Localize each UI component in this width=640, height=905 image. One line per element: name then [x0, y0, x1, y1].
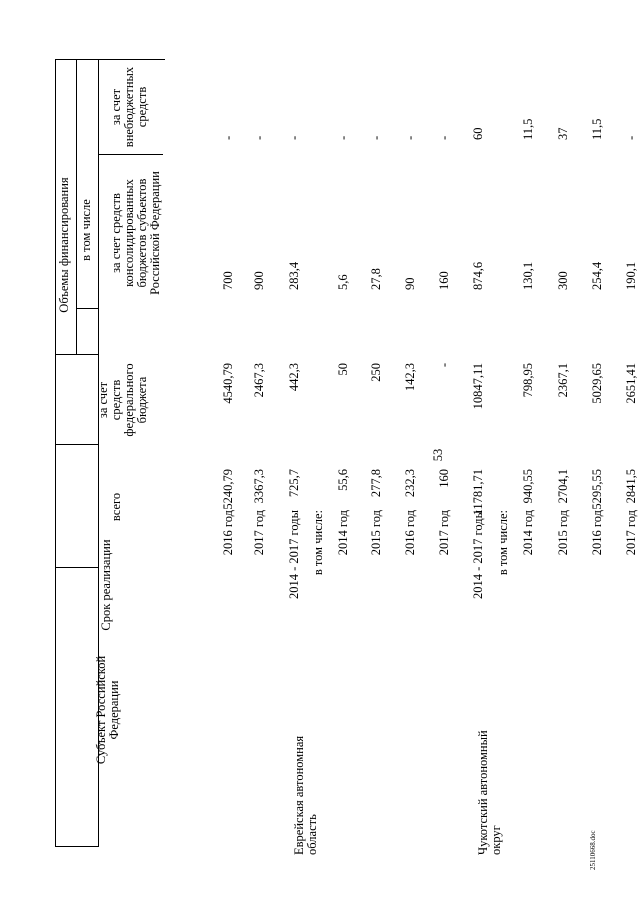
table-col-divider [55, 354, 99, 355]
table-col-divider [55, 444, 99, 445]
cell-period: 2015 год [556, 510, 570, 556]
cell-total: 55,6 [336, 469, 350, 491]
cell-period: в том числе: [311, 510, 325, 576]
cell-period: 2017 год [624, 510, 638, 556]
cell-total: 277,8 [369, 469, 383, 498]
cell-federal: 798,95 [521, 363, 535, 398]
cell-extra: - [624, 135, 638, 140]
table-col-divider [55, 567, 99, 568]
cell-federal: 10847,11 [471, 363, 485, 410]
cell-total: 5240,79 [221, 469, 235, 510]
cell-total: 2841,5 [624, 469, 638, 504]
cell-federal: 2651,41 [624, 363, 638, 404]
cell-period: 2016 год [590, 510, 604, 556]
cell-total: 3367,3 [252, 469, 266, 504]
table-col-divider [98, 154, 163, 155]
cell-federal: 2467,3 [252, 363, 266, 398]
cell-period: 2014 год [336, 510, 350, 556]
cell-federal: 4540,79 [221, 363, 235, 404]
cell-extra: 60 [471, 127, 485, 140]
cell-total: 11781,71 [471, 469, 485, 516]
table-rule-subheader [76, 60, 77, 355]
cell-period: 2017 год [252, 510, 266, 556]
cell-regional: 254,4 [590, 261, 604, 290]
cell-period: 2015 год [369, 510, 383, 556]
cell-regional: 700 [221, 271, 235, 290]
cell-extra: - [287, 135, 301, 140]
cell-total: 725,7 [287, 469, 301, 498]
cell-period: 2014 - 2017 годы [287, 510, 301, 600]
page-number: 53 [431, 448, 445, 462]
cell-period: 2014 - 2017 годы [471, 510, 485, 600]
cell-federal: 142,3 [403, 363, 417, 392]
cell-total: 2704,1 [556, 469, 570, 504]
cell-extra: 11,5 [590, 118, 604, 140]
header-funding: Объемы финансирования [57, 177, 71, 313]
cell-extra: - [369, 135, 383, 140]
cell-regional: 190,1 [624, 261, 638, 290]
table-col-divider [76, 308, 99, 309]
cell-regional: 27,8 [369, 268, 383, 290]
cell-federal: 442,3 [287, 363, 301, 392]
cell-subject: Чукотский автономный округ [476, 730, 503, 855]
cell-federal: 250 [369, 363, 383, 382]
header-including: в том числе [79, 199, 93, 261]
cell-period: 2016 год [403, 510, 417, 556]
table-rule-top [55, 60, 56, 847]
cell-period: в том числе: [496, 510, 510, 576]
cell-federal: - [437, 363, 451, 368]
cell-extra: 37 [556, 127, 570, 140]
cell-regional: 300 [556, 271, 570, 290]
cell-federal: 50 [336, 363, 350, 376]
cell-period: 2014 год [521, 510, 535, 556]
cell-extra: - [437, 135, 451, 140]
cell-regional: 130,1 [521, 261, 535, 290]
footer-filename: 25110668.doc [589, 830, 597, 870]
cell-total: 160 [437, 469, 451, 488]
header-period: Срок реализации [99, 539, 113, 631]
cell-extra: 11,5 [521, 118, 535, 140]
table-col-divider [55, 846, 99, 847]
cell-federal: 5029,65 [590, 363, 604, 404]
cell-federal: 2367,1 [556, 363, 570, 398]
header-regional: за счет средств консолидированных бюджетов субъектов Российской Федерации [109, 171, 162, 295]
cell-regional: 5,6 [336, 274, 350, 290]
header-subject: Субъект Российской Федерации [94, 655, 121, 765]
cell-regional: 160 [437, 271, 451, 290]
cell-regional: 874,6 [471, 261, 485, 290]
header-total: всего [109, 492, 123, 522]
cell-extra: - [403, 135, 417, 140]
cell-regional: 900 [252, 271, 266, 290]
cell-regional: 283,4 [287, 261, 301, 290]
cell-total: 940,55 [521, 469, 535, 504]
cell-period: 2016 год [221, 510, 235, 556]
cell-period: 2017 год [437, 510, 451, 556]
cell-total: 5295,55 [590, 469, 604, 510]
cell-extra: - [252, 135, 266, 140]
cell-extra: - [336, 135, 350, 140]
table-col-divider [55, 59, 165, 60]
cell-extra: - [221, 135, 235, 140]
header-federal: за счет средств федерального бюджета [96, 363, 149, 437]
header-extrabudget: за счет внебюджетных средств [109, 66, 149, 148]
cell-subject: Еврейская автономная область [292, 735, 319, 855]
cell-regional: 90 [403, 277, 417, 290]
cell-total: 232,3 [403, 469, 417, 498]
